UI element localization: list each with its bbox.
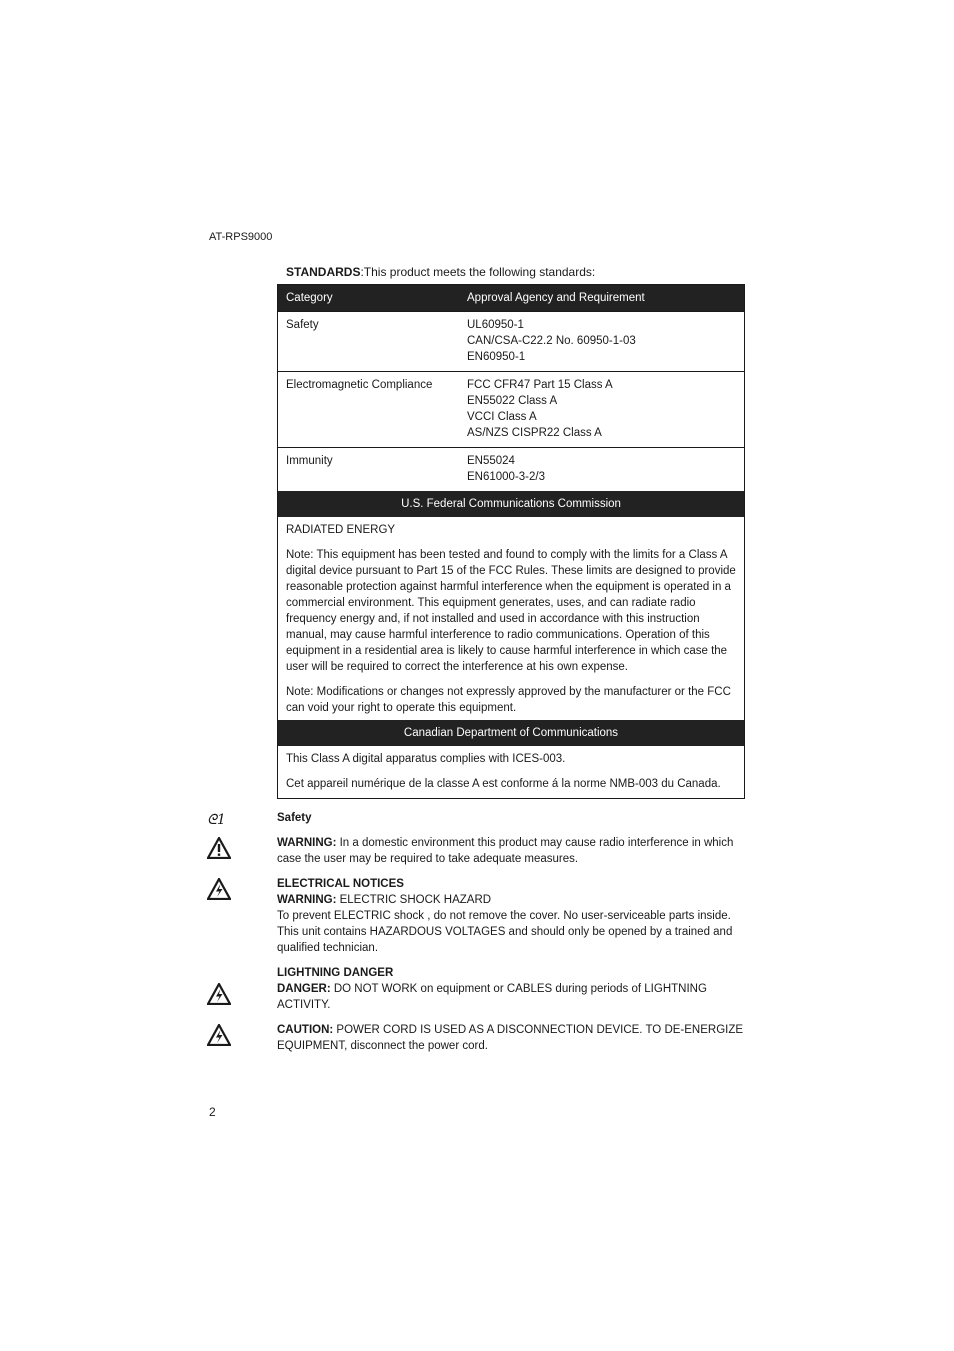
warning-triangle-icon — [207, 837, 231, 864]
canada-section-body — [278, 746, 744, 798]
fcc-paragraph: Note: This equipment has been tested and found to comply with the limits for a Class A digital device pursuant to Part 15 of the FCC Rules. These limits are designed to provide reasonable protection against harmful interference when the equipment is operated in a commercial environment. This equipment generates, uses, and can radiate radio frequency energy and, if not installed and used in accordance with this instruction manual, may cause harmful interference to radio communications. Operation of this equipment in a residential area is likely to cause harmful interference in which case the user will be required to correct the interference at his own expense. — [286, 549, 736, 673]
electrical-warning-text: ELECTRIC SHOCK HAZARD — [336, 894, 492, 906]
danger-text: DO NOT WORK on equipment or CABLES during periods of LIGHTNING ACTIVITY. — [277, 983, 707, 1011]
canada-paragraph: Cet appareil numérique de la classe A est conforme á la norme NMB-003 du Canada. — [286, 778, 721, 790]
standards-intro-text: :This product meets the following standards: — [360, 265, 596, 279]
fcc-paragraph: RADIATED ENERGY — [286, 524, 396, 536]
row-category: Safety — [286, 319, 319, 331]
requirement-item: VCCI Class A — [467, 411, 537, 423]
standards-label: STANDARDS — [286, 265, 361, 279]
safety-section — [207, 810, 747, 1063]
caution-hazard-icon — [207, 1024, 231, 1051]
danger-label: DANGER: — [277, 983, 331, 995]
row-category: Immunity — [286, 455, 333, 467]
standards-table — [277, 284, 745, 799]
canada-paragraph: This Class A digital apparatus complies with ICES-003. — [286, 753, 566, 765]
table-row — [278, 447, 744, 491]
caution-text: POWER CORD IS USED AS A DISCONNECTION DEVICE. TO DE-ENERGIZE EQUIPMENT, disconnect the power cord. — [277, 1024, 744, 1052]
requirement-item: EN61000-3-2/3 — [467, 471, 545, 483]
lightning-danger-title: LIGHTNING DANGER — [277, 967, 394, 979]
warning-text: In a domestic environment this product may cause radio interference in which case the user may be required to take adequate measures. — [277, 837, 734, 865]
column-header-category: Category — [286, 292, 333, 304]
lightning-danger-item — [207, 965, 747, 1013]
electrical-warning-line — [277, 892, 747, 908]
caution-label: CAUTION: — [277, 1024, 334, 1036]
fcc-section-header: U.S. Federal Communications Commission — [278, 491, 744, 517]
page-number: 2 — [209, 1105, 216, 1119]
caution-item — [207, 1022, 747, 1054]
requirement-item: EN55022 Class A — [467, 395, 558, 407]
table-header — [278, 285, 744, 311]
electric-hazard-icon — [207, 878, 231, 905]
product-header: AT-RPS9000 — [209, 231, 273, 243]
table-row — [278, 371, 744, 447]
requirement-item: EN60950-1 — [467, 351, 526, 363]
warning-label: WARNING: — [277, 837, 337, 849]
canada-section-header: Canadian Department of Communications — [278, 720, 744, 746]
safety-heading-item — [207, 810, 747, 826]
row-category: Electromagnetic Compliance — [286, 379, 433, 391]
requirement-item: CAN/CSA-C22.2 No. 60950-1-03 — [467, 335, 636, 347]
row-requirements — [459, 448, 744, 491]
electrical-notice-body: To prevent ELECTRIC shock , do not remove the cover. No user-serviceable parts inside. This unit contains HAZARDOUS VOLTAGES and should only be opened by a trained and qualified technician. — [277, 910, 733, 954]
electrical-warning-label: WARNING: — [277, 894, 337, 906]
safety-heading: Safety — [277, 812, 312, 824]
electrical-notice-title: ELECTRICAL NOTICES — [277, 878, 404, 890]
fcc-paragraph: Note: Modifications or changes not expressly approved by the manufacturer or the FCC can void your right to operate this equipment. — [286, 686, 731, 714]
safety-warning-item — [207, 835, 747, 867]
row-requirements — [459, 312, 744, 371]
standards-intro — [286, 265, 595, 279]
lightning-danger-line — [277, 981, 747, 1013]
fcc-section-body — [278, 517, 744, 720]
lightning-hazard-icon — [207, 983, 231, 1010]
row-requirements — [459, 372, 744, 447]
table-row — [278, 311, 744, 371]
column-header-requirement: Approval Agency and Requirement — [467, 292, 645, 304]
requirement-item: FCC CFR47 Part 15 Class A — [467, 379, 613, 391]
requirement-item: EN55024 — [467, 455, 515, 467]
hand-mark-icon: ᘓ1 — [207, 812, 226, 828]
electrical-notice-item — [207, 876, 747, 956]
requirement-item: AS/NZS CISPR22 Class A — [467, 427, 602, 439]
requirement-item: UL60950-1 — [467, 319, 524, 331]
